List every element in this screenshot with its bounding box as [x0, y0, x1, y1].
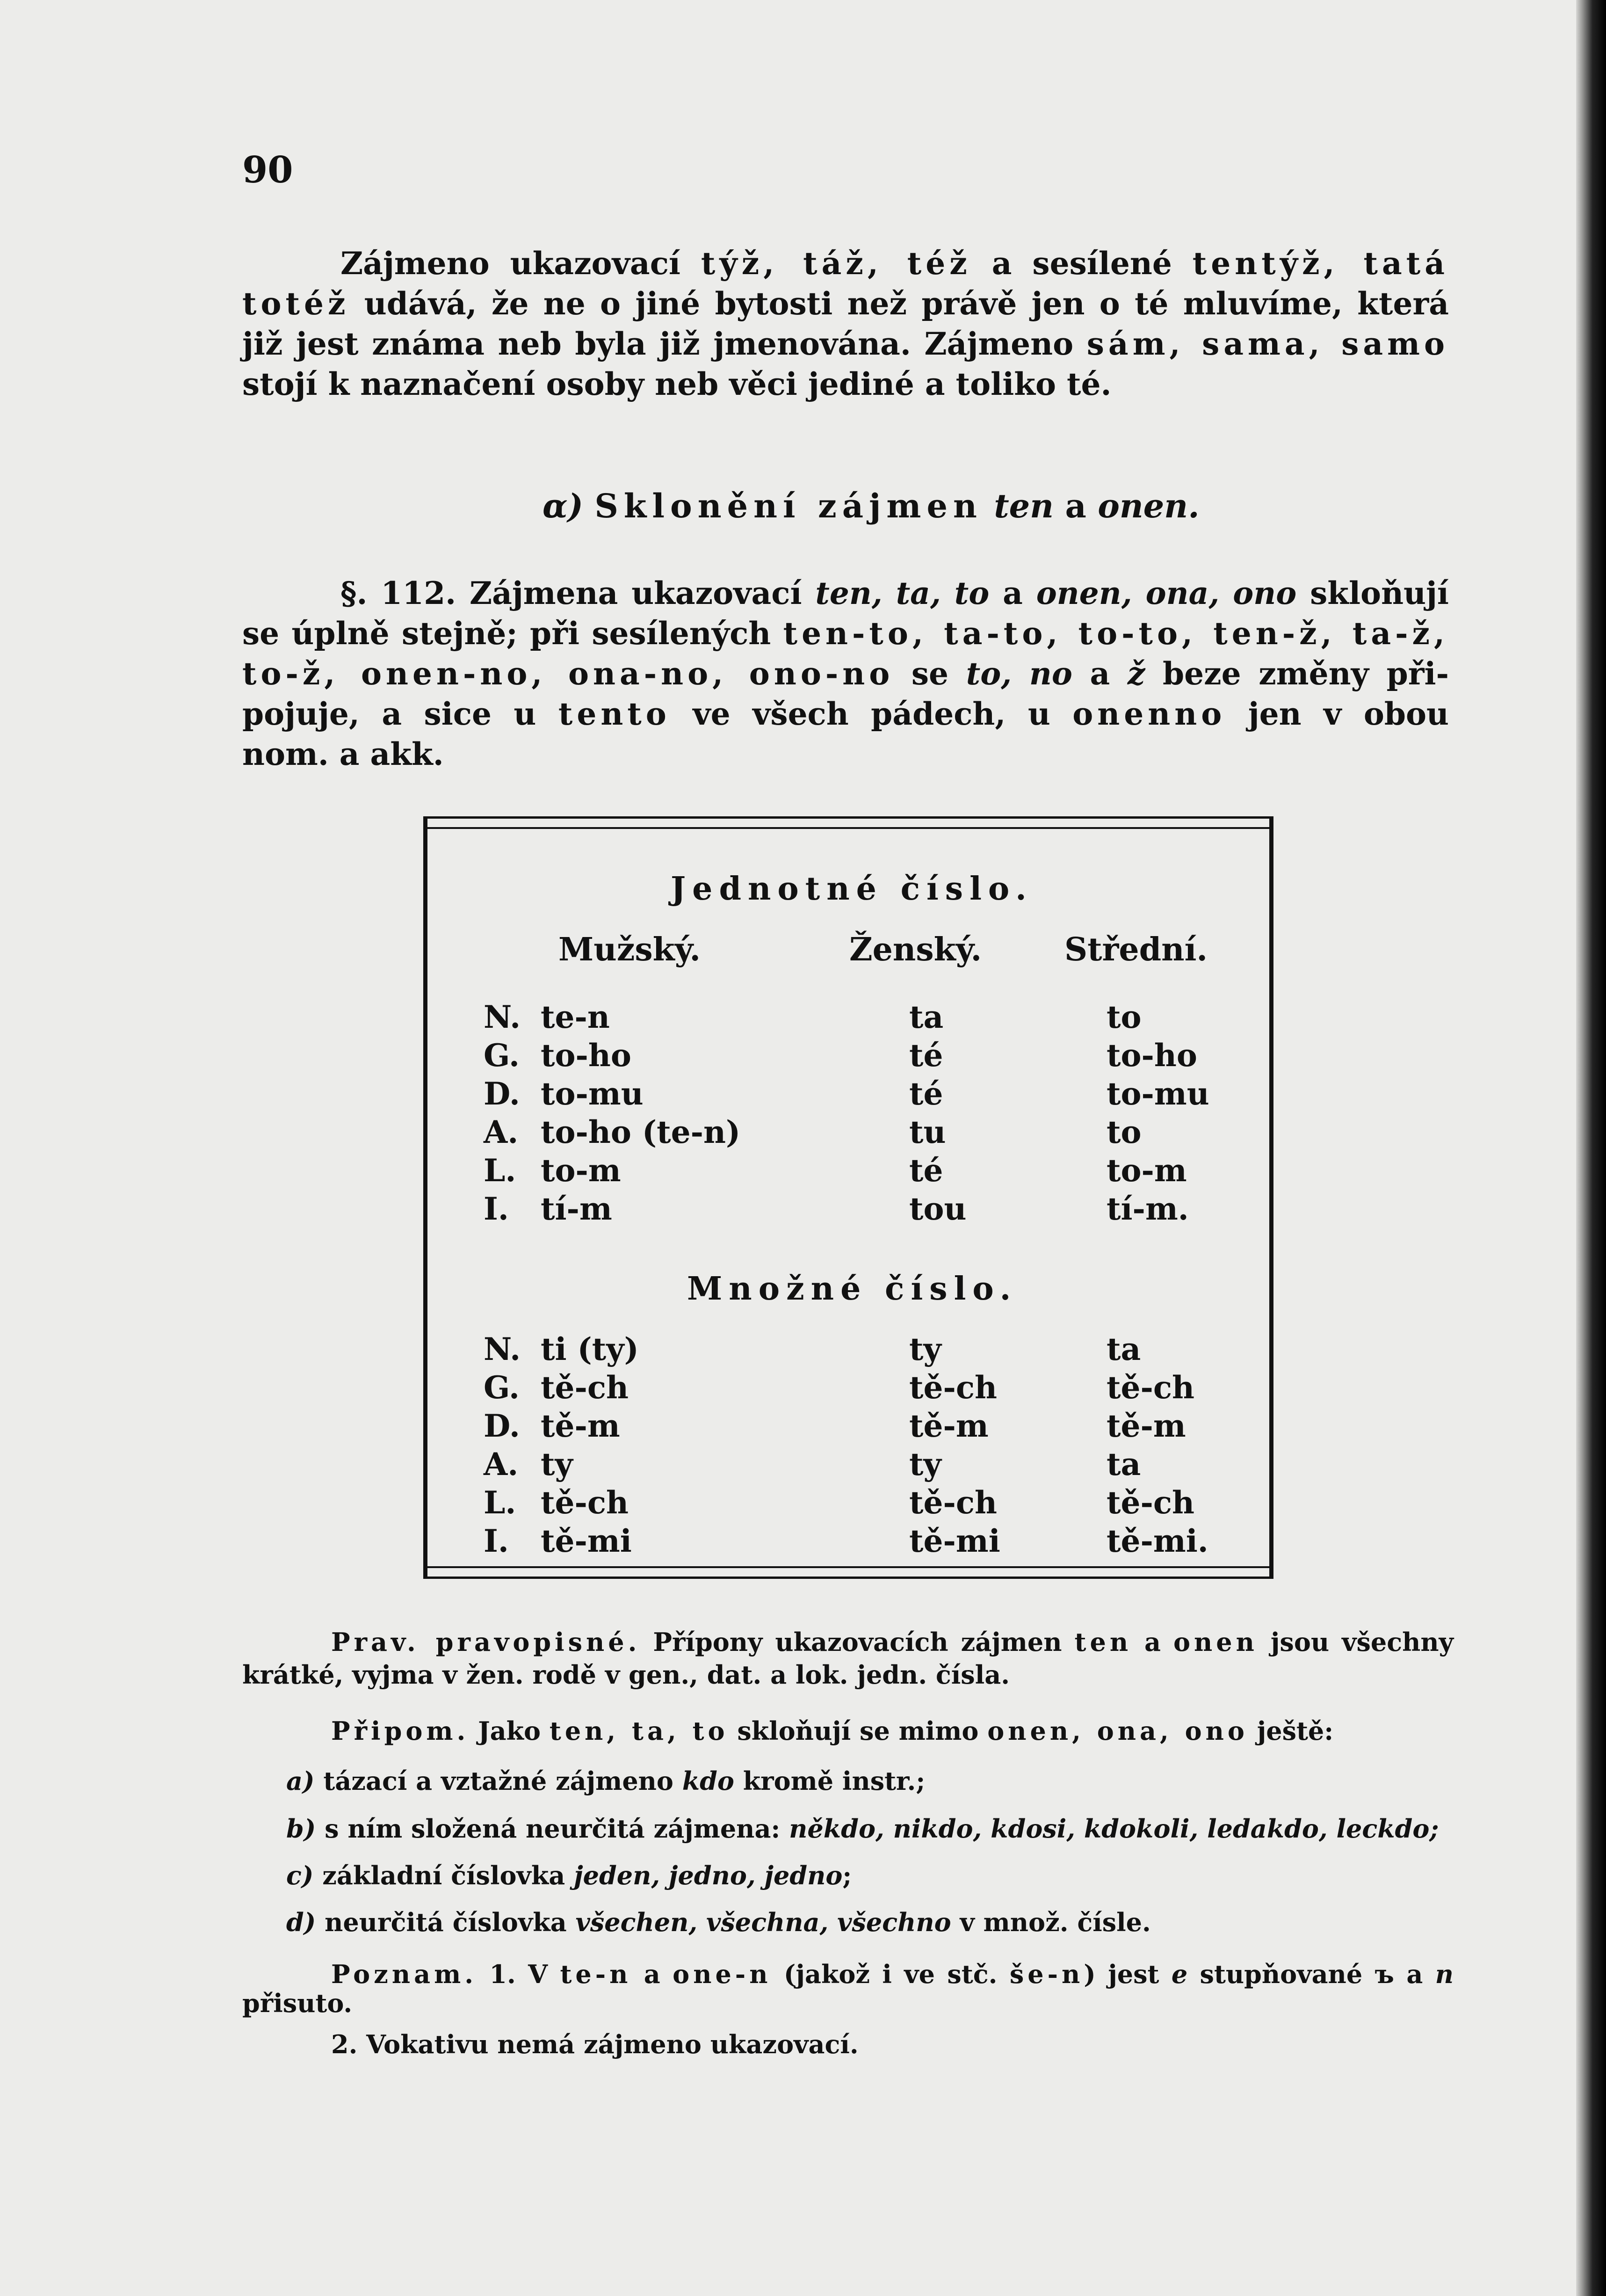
table-row: G. tě-ch tě-ch tě-ch — [484, 1369, 1195, 1406]
table-row: D. to-mu té to-mu — [484, 1075, 1209, 1112]
table-row: D. tě-m tě-m tě-m — [484, 1408, 1186, 1444]
para112-line-5: nom. a akk. — [242, 736, 444, 772]
list-item: d) neurčitá číslovka všechen, všechna, všechno v množ. čísle. — [286, 1907, 1151, 1937]
header-feminine: Ženský. — [849, 931, 982, 968]
singular-title: Jednotné číslo. — [671, 870, 1033, 908]
pripom-line-1: Připom. Jako ten, ta, to skloňují se mimo onen, ona, ono ještě: — [331, 1716, 1334, 1746]
intro-line-3: již jest známa neb byla již jmenována. Zájmeno sám, sama, samo — [242, 326, 1449, 362]
table-row: L. to-m té to-m — [484, 1152, 1187, 1189]
table-row: I. tí-m tou tí-m. — [484, 1191, 1189, 1227]
table-row: I. tě-mi tě-mi tě-mi. — [484, 1523, 1208, 1559]
para112-line-3: to-ž, onen-no, ona-no, ono-no se to, no a ž beze změny při- — [242, 655, 1449, 692]
table-row: G. to-ho té to-ho — [484, 1037, 1197, 1074]
poznam-line-1: Poznam. 1. V te-n a one-n (jakož i ve stč. še-n) jest e stupňované ъ a n — [331, 1959, 1454, 1989]
pravopisne-line-1: Prav. pravopisné. Přípony ukazovacích zájmen ten a onen jsou všechny — [331, 1627, 1454, 1657]
table-row: N. te-n ta to — [484, 999, 1142, 1035]
list-item: b) s ním složená neurčitá zájmena: někdo, nikdo, kdosi, kdokoli, ledakdo, leckdo; — [286, 1814, 1439, 1844]
intro-line-1: Zájmeno ukazovací týž, táž, též a sesílené tentýž, tatá — [340, 245, 1449, 282]
list-item: a) tázací a vztažné zájmeno kdo kromě instr.; — [286, 1766, 926, 1796]
table-row: A. ty ty ta — [484, 1446, 1141, 1482]
para112-line-4: pojuje, a sice u tento ve všech pádech, u onenno jen v obou — [242, 696, 1449, 732]
declension-table — [423, 816, 1273, 1579]
list-item: c) základní číslovka jeden, jedno, jedno; — [286, 1860, 852, 1890]
table-row: A. to-ho (te-n) tu to — [484, 1114, 1142, 1150]
page-number: 90 — [242, 149, 293, 191]
plural-title: Množné číslo. — [687, 1270, 1018, 1308]
page-edge-shadow — [1576, 0, 1606, 2296]
intro-line-4: stojí k naznačení osoby neb věci jediné a toliko té. — [242, 366, 1112, 402]
header-masculine: Mužský. — [558, 931, 701, 968]
section-heading: α) Sklonění zájmen ten a onen. — [543, 487, 1200, 525]
table-row: L. tě-ch tě-ch tě-ch — [484, 1484, 1195, 1521]
pravopisne-line-2: krátké, vyjma v žen. rodě v gen., dat. a lok. jedn. čísla. — [242, 1660, 1010, 1690]
intro-line-2: totéž udává, že ne o jiné bytosti než právě jen o té mluvíme, která — [242, 285, 1449, 322]
para112-line-2: se úplně stejně; při sesílených ten-to, ta-to, to-to, ten-ž, ta-ž, — [242, 615, 1449, 652]
header-neuter: Střední. — [1064, 931, 1208, 968]
table-row: N. ti (ty) ty ta — [484, 1331, 1141, 1367]
poznam-line-2: přisuto. — [242, 1988, 353, 2018]
poznam-2: 2. Vokativu nemá zájmeno ukazovací. — [331, 2029, 859, 2059]
para112-line-1: §. 112. Zájmena ukazovací ten, ta, to a onen, ona, ono skloňují — [340, 575, 1449, 611]
